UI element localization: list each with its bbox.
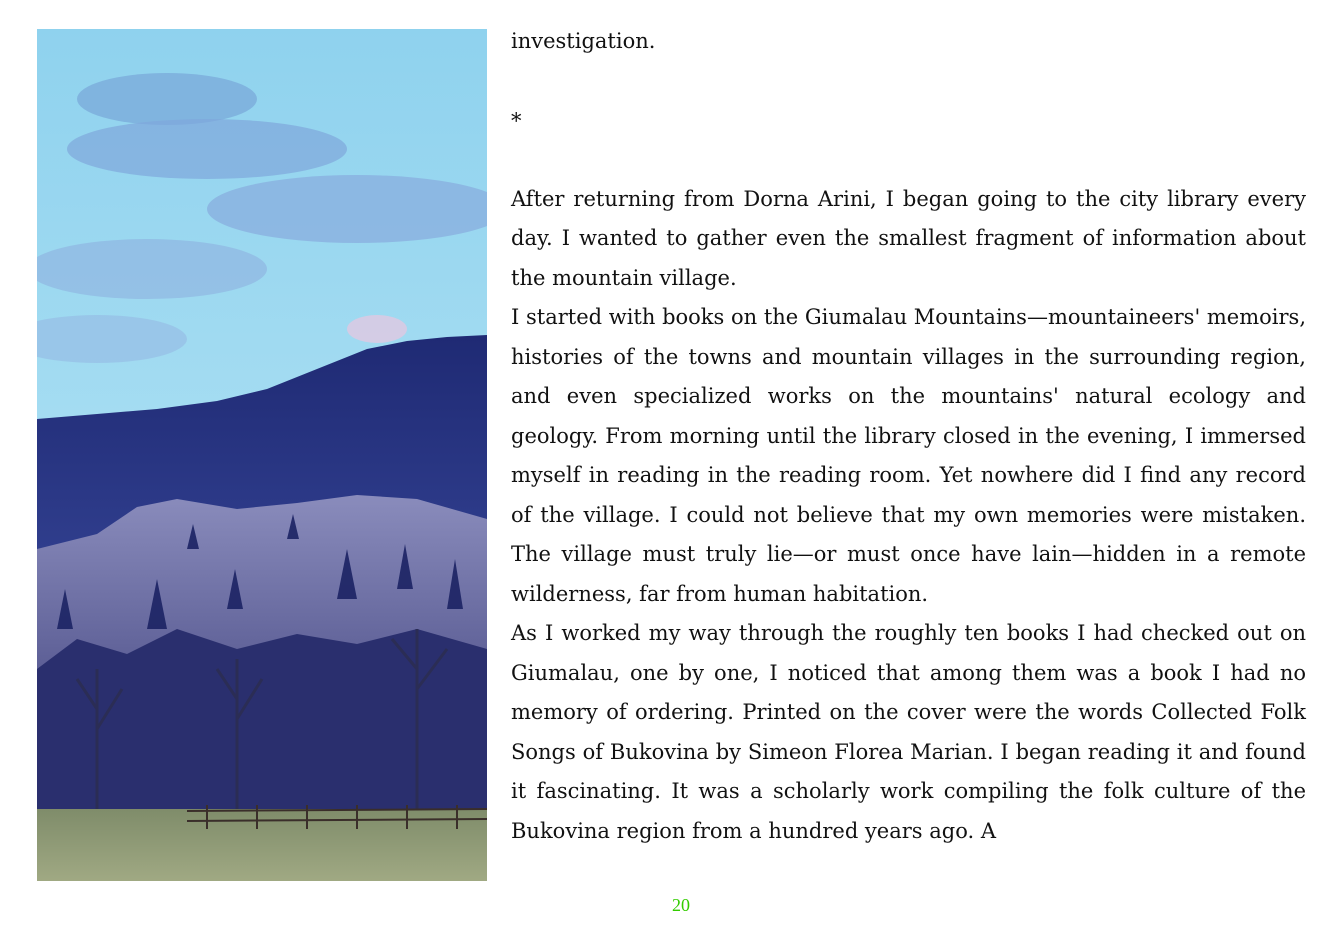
landscape-illustration bbox=[37, 29, 487, 881]
landscape-photo bbox=[37, 29, 487, 881]
section-divider: * bbox=[511, 108, 522, 133]
cloud bbox=[67, 119, 347, 179]
paragraph-1: After returning from Dorna Arini, I began going to the city library every day. I wanted to gather even the smallest fragment of information about the mountain village. bbox=[511, 186, 1306, 290]
paragraph-2: I started with books on the Giumalau Mountains—mountaineers' memoirs, histories of the towns and mountain villages in the surrounding region, and even specialized works on the mountains' natural ecology and geology. From morning until the library closed in the evening, I immersed myself in reading in the reading room. Yet nowhere did I find any record of the village. I could not believe that my own memories were mistaken. The village must truly lie—or must once have lain—hidden in a remote wilderness, far from human habitation. bbox=[511, 305, 1306, 606]
cloud bbox=[77, 73, 257, 125]
page-number: 20 bbox=[672, 895, 690, 915]
continued-line: investigation. bbox=[511, 29, 656, 53]
cloud bbox=[347, 315, 407, 343]
body-text-column bbox=[511, 22, 1306, 851]
paragraph-3: As I worked my way through the roughly ten books I had checked out on Giumalau, one by one, I noticed that among them was a book I had no memory of ordering. Printed on the cover were the words Collected Folk Songs of Bukovina by Simeon Florea Marian. I began reading it and found it fascinating. It was a scholarly work compiling the folk culture of the Bukovina region from a hundred years ago. A bbox=[511, 621, 1306, 843]
cloud bbox=[37, 239, 267, 299]
